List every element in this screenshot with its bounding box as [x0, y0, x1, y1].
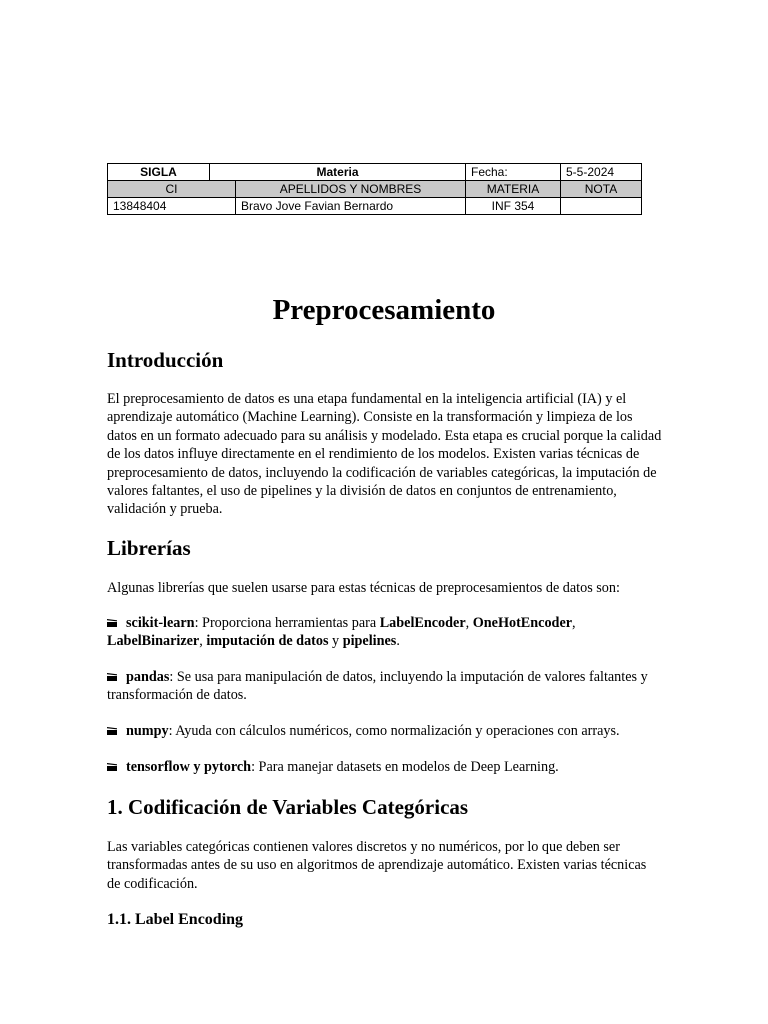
materia-label: Materia: [210, 164, 466, 181]
document-title: Preprocesamiento: [272, 294, 496, 326]
lib-name: numpy: [126, 723, 169, 739]
lib-text: : Ayuda con cálculos numéricos, como normalización y operaciones con arrays.: [168, 723, 620, 739]
nota-value: [561, 198, 642, 215]
lib-text: .: [396, 633, 400, 649]
lib-text: ,: [572, 615, 576, 631]
lib-item-numpy: [107, 722, 662, 740]
lib-text: ,: [199, 633, 207, 649]
intro-paragraph: El preprocesamiento de datos es una etapa fundamental en la inteligencia artificial (IA) y el aprendizaje automático (Machine Learning). Consiste en la transformación y limpieza de los datos en un formato adecuado para su análisis y modelado. Esta etapa es crucial porque la calidad de los datos influye directamente en el rendimiento de los modelos. Existen varias técnicas de preprocesamiento de datos, incluyendo la codificación de variables categóricas, la imputación de valores faltantes, el uso de pipelines y la división de datos en conjuntos de entrenamiento, validación y prueba.: [107, 391, 662, 518]
lib-text: ,: [465, 615, 473, 631]
header-row-3: [108, 198, 642, 215]
nombre-value: Bravo Jove Favian Bernardo: [236, 198, 466, 215]
header-row-1: [108, 164, 642, 181]
lib-text: : Se usa para manipulación de datos, incluyendo la imputación de valores faltantes y transformación de datos.: [107, 669, 648, 703]
section-1-1-heading: 1.1. Label Encoding: [107, 911, 244, 928]
section-1-paragraph: Las variables categóricas contienen valores discretos y no numéricos, por lo que deben ser transformadas antes de su uso en algoritmos de aprendizaje automático. Existen varias técnicas de codificación.: [107, 839, 647, 892]
lib-highlight: pipelines: [342, 633, 397, 649]
section-1-heading: 1. Codificación de Variables Categóricas: [107, 795, 469, 819]
ci-label: CI: [108, 181, 236, 198]
intro-heading: Introducción: [107, 348, 224, 372]
clapperboard-icon: [107, 673, 117, 681]
lib-name: scikit-learn: [126, 615, 195, 631]
lib-item-tensorflow-pytorch: [107, 758, 662, 776]
fecha-value: 5-5-2024: [561, 164, 642, 181]
sigla-label: SIGLA: [108, 164, 210, 181]
lib-highlight: imputación de datos: [206, 633, 329, 649]
apellidos-label: APELLIDOS Y NOMBRES: [236, 181, 466, 198]
header-row-2: [108, 181, 642, 198]
fecha-label: Fecha:: [466, 164, 561, 181]
libs-intro: Algunas librerías que suelen usarse para estas técnicas de preprocesamientos de datos son:: [107, 580, 620, 596]
lib-text: y: [328, 633, 343, 649]
materia-column-label: MATERIA: [466, 181, 561, 198]
lib-highlight: LabelBinarizer: [107, 633, 200, 649]
lib-name: pandas: [126, 669, 170, 685]
materia-value: INF 354: [466, 198, 561, 215]
clapperboard-icon: [107, 619, 117, 627]
clapperboard-icon: [107, 763, 117, 771]
header-table: [107, 163, 642, 215]
lib-text: : Para manejar datasets en modelos de Deep Learning.: [251, 759, 559, 775]
lib-item-pandas: [107, 668, 662, 704]
lib-text: : Proporciona herramientas para: [194, 615, 380, 631]
lib-highlight: OneHotEncoder: [472, 615, 573, 631]
nota-label: NOTA: [561, 181, 642, 198]
lib-highlight: LabelEncoder: [379, 615, 466, 631]
clapperboard-icon: [107, 727, 117, 735]
ci-value: 13848404: [108, 198, 236, 215]
lib-name: tensorflow y pytorch: [126, 759, 252, 775]
lib-item-sklearn: [107, 614, 662, 650]
libs-heading: Librerías: [107, 536, 191, 560]
